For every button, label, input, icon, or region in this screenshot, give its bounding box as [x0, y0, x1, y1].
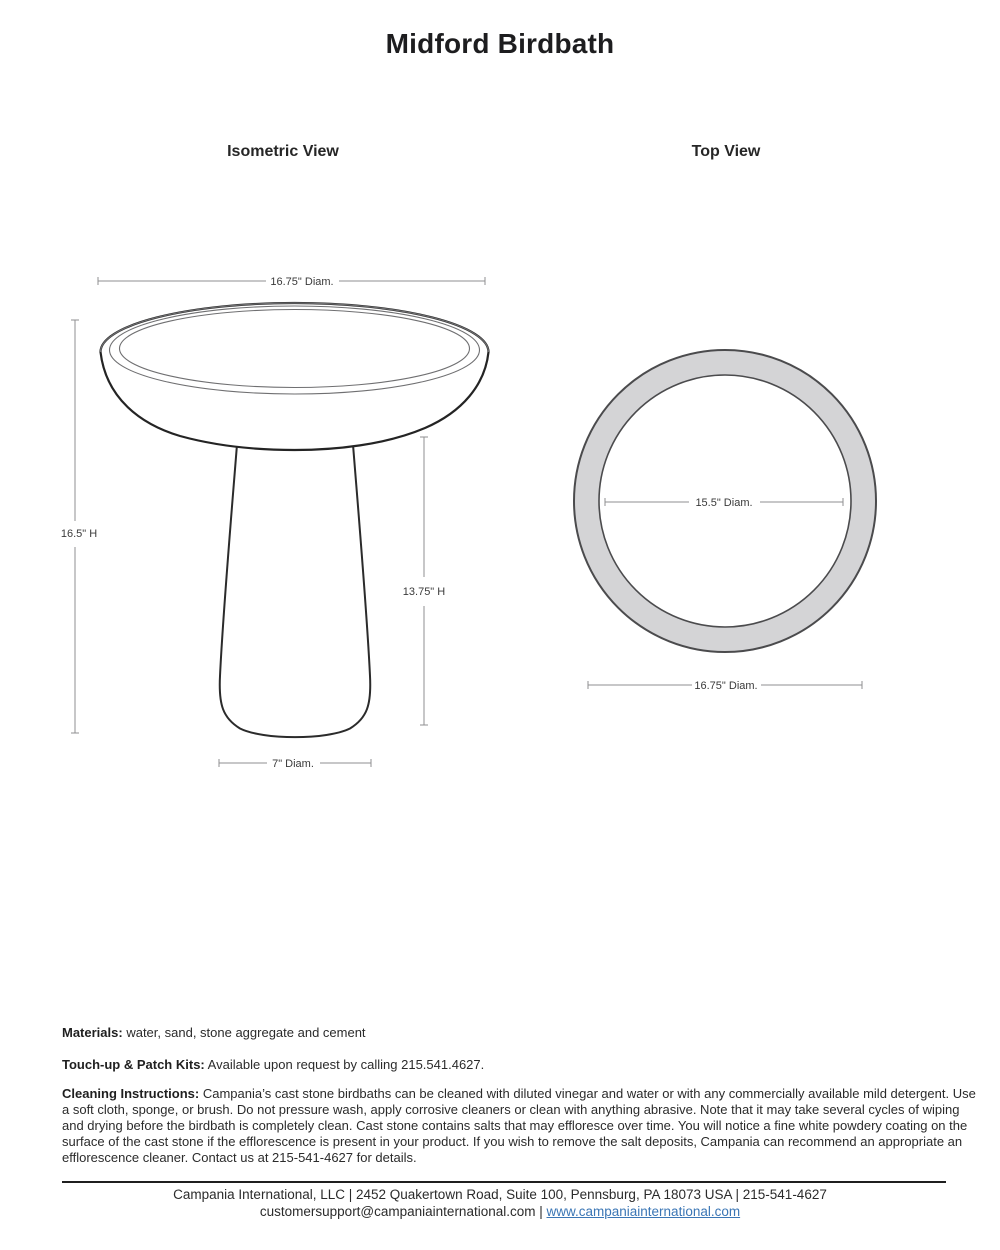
touchup-value: Available upon request by calling 215.541.4627.	[207, 1057, 485, 1072]
materials-line	[62, 1025, 366, 1040]
isometric-view-label: Isometric View	[227, 143, 339, 160]
materials-label: Materials:	[62, 1025, 123, 1040]
dim-pedestal-height-label: 13.75" H	[402, 586, 446, 598]
footer-company-line: Campania International, LLC | 2452 Quakertown Road, Suite 100, Pennsburg, PA 18073 USA | 215-541-4627	[173, 1187, 827, 1202]
dim-inner-diameter-label: 15.5" Diam.	[695, 497, 753, 509]
cleaning-instructions	[62, 1086, 976, 1166]
page-title: Midford Birdbath	[385, 28, 615, 59]
touchup-line	[62, 1057, 484, 1072]
birdbath-pedestal	[220, 432, 371, 737]
cleaning-line-4: surface of the cast stone if the efflorescence is present in your product. If you wish to remove the salt deposits, Campania can recommend an appropriate an	[62, 1133, 963, 1149]
dimension-outer-diameter	[588, 680, 862, 692]
footer-divider	[62, 1181, 946, 1183]
footer-website-link[interactable]: www.campaniainternational.com	[546, 1204, 741, 1219]
dim-overall-height-label: 16.5" H	[60, 528, 98, 540]
materials-value: water, sand, stone aggregate and cement	[126, 1025, 366, 1040]
dim-top-diameter-label: 16.75" Diam.	[270, 276, 334, 288]
dim-base-diameter-label: 7" Diam.	[272, 758, 314, 770]
footer-contact-line	[0, 1204, 1000, 1219]
cleaning-line-3: and drying before the birdbath is completely clean. Cast stone contains salts that may effloresce over time. You will notice a fine white powdery coating on the	[62, 1117, 968, 1133]
top-view-drawing	[555, 330, 895, 700]
dimension-overall-height	[61, 320, 97, 733]
isometric-drawing	[50, 255, 510, 790]
cleaning-line-1	[62, 1086, 976, 1102]
birdbath-bowl	[101, 303, 489, 450]
dimension-base-diameter	[219, 758, 371, 770]
top-view-label: Top View	[691, 143, 761, 160]
cleaning-line-1-text: Campania’s cast stone birdbaths can be cleaned with diluted vinegar and water or with any commercially available mild detergent. Use	[202, 1086, 976, 1101]
footer-separator: |	[535, 1204, 547, 1219]
cleaning-line-5: efflorescence cleaner. Contact us at 215-541-4627 for details.	[62, 1149, 417, 1165]
touchup-label: Touch-up & Patch Kits:	[62, 1057, 205, 1072]
cleaning-label: Cleaning Instructions:	[62, 1086, 200, 1101]
dimension-pedestal-height	[403, 437, 445, 725]
footer-email: customersupport@campaniainternational.com	[259, 1204, 536, 1219]
dim-outer-diameter-label: 16.75" Diam.	[694, 680, 758, 692]
dimension-top-diameter	[98, 276, 485, 288]
cleaning-line-2: a soft cloth, sponge, or brush. Do not pressure wash, apply corrosive cleaners or clean with anything abrasive. Note that it may take several cycles of wiping	[62, 1101, 960, 1117]
